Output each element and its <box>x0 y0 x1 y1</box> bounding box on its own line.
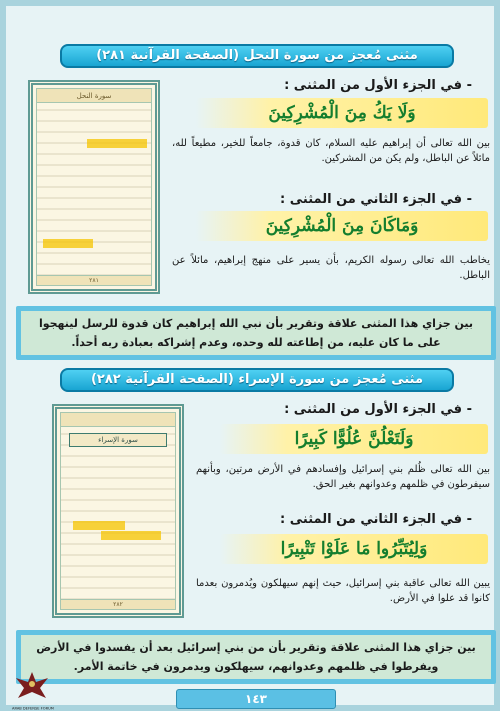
logo-text: ARAB DEFENSE FORUM <box>12 706 54 711</box>
section-title-isra: مثنى مُعجز من سورة الإسراء (الصفحة القرآنية ٢٨٢) <box>60 368 454 392</box>
mushaf-page-body <box>60 412 176 610</box>
mushaf-page-281 <box>28 80 160 294</box>
part1-label: - في الجزء الأول من المثنى : <box>284 402 472 417</box>
mushaf-footer: ٢٨١ <box>37 275 151 285</box>
verse-1: وَلَا يَكُ مِنَ الْمُشْرِكِينَ <box>196 98 488 128</box>
mushaf-header: سورة النحل <box>37 89 151 103</box>
mushaf-highlight-1 <box>73 521 125 530</box>
mushaf-page-282 <box>52 404 184 618</box>
forum-logo <box>12 668 52 711</box>
page-number: ١٤٣ <box>176 689 336 709</box>
part1-label: - في الجزء الأول من المثنى : <box>284 78 472 93</box>
mushaf-page-body <box>36 88 152 286</box>
verse-2: وَمَاكَانَ مِنَ الْمُشْرِكِينَ <box>196 211 488 241</box>
mushaf-highlight-2 <box>43 239 93 248</box>
summary-box-1: بين جزاي هذا المثنى علاقة وتقرير بأن نبي الله إبراهيم كان قدوة للرسل لينهجوا على ما كان عليه، من إطاعته لله وحده، وعدم إشراكه بعبادة ربه أحداً. <box>16 306 496 360</box>
body-text-1: بين الله تعالى أن إبراهيم عليه السلام، كان قدوة، جامعاً للخير، مطيعاً لله، مائلاً عن الباطل، ولم يكن من المشركين. <box>172 138 490 164</box>
verse-2: وَلِيُتَبِّرُوا مَا عَلَوْا تَتْبِيرًا <box>220 534 488 564</box>
part2-label: - في الجزء الثاني من المثنى : <box>280 192 472 207</box>
surah-banner: سورة الإسراء <box>69 433 167 447</box>
body-text-1: بين الله تعالى ظُلم بني إسرائيل وإفسادهم في الأرض مرتين، وبأنهم سيفرطون في ظلمهم وعدوانهم بغير الحق. <box>196 464 490 490</box>
mushaf-footer: ٢٨٢ <box>61 599 175 609</box>
mushaf-highlight-2 <box>101 531 161 540</box>
body-text-2: يبين الله تعالى عاقبة بني إسرائيل، حيث إنهم سيهلكون ويُدمرون بعدما كانوا قد علوا في الأرض. <box>196 578 490 604</box>
mushaf-highlight-1 <box>87 139 147 148</box>
body-text-2: يخاطب الله تعالى رسوله الكريم، بأن يسير على منهج إبراهيم، مائلاً عن الباطل. <box>172 255 490 281</box>
eagle-icon <box>12 668 52 702</box>
summary-box-2: بين جزاي هذا المثنى علاقة وتقرير بأن من بني إسرائيل بعد أن يفسدوا في الأرض ويفرطوا في ظلمهم وعدوانهم، سيهلكون ويدمرون في خاتمة الأمر. <box>16 630 496 684</box>
section-title-nahl: مثنى مُعجز من سورة النحل (الصفحة القرآنية ٢٨١) <box>60 44 454 68</box>
part2-label: - في الجزء الثاني من المثنى : <box>280 512 472 527</box>
mushaf-header <box>61 413 175 427</box>
verse-1: وَلَتَعْلُنَّ عُلُوًّا كَبِيرًا <box>220 424 488 454</box>
